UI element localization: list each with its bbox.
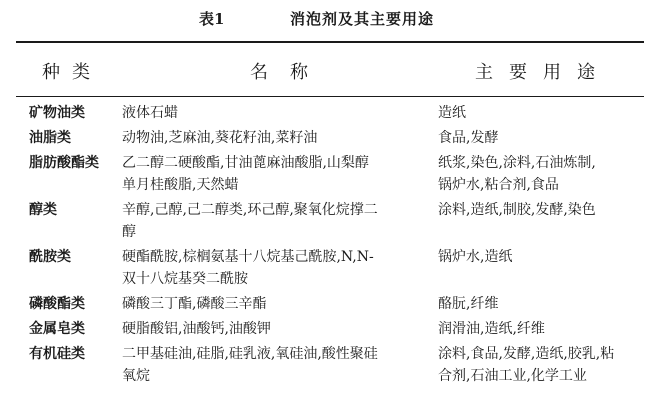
- cell-kind-line: 酰胺类: [29, 249, 71, 265]
- cell-name-line: 辛醇,己醇,己二醇类,环己醇,聚氧化烷撑二: [122, 202, 378, 218]
- cell-name-line: 硬脂酸铝,油酸钙,油酸钾: [122, 321, 271, 337]
- cell-name: [122, 152, 432, 196]
- cell-name-line: 二甲基硅油,硅脂,硅乳液,氧硅油,酸性聚硅: [122, 346, 378, 362]
- cell-use-line: 造纸: [438, 105, 466, 121]
- cell-name: [122, 318, 432, 340]
- cell-use-line: 润滑油,造纸,纤维: [438, 321, 545, 337]
- header-kind: 种类: [42, 62, 102, 83]
- cell-kind-line: 磷酸酯类: [29, 296, 85, 312]
- cell-kind: [29, 246, 121, 268]
- header-use: 主要用途: [475, 62, 611, 83]
- cell-kind-line: 矿物油类: [29, 105, 85, 121]
- table-row: [0, 246, 668, 293]
- cell-use-line: 合剂,石油工业,化学工业: [438, 368, 587, 384]
- cell-use: [438, 293, 648, 315]
- cell-use-line: 纸浆,染色,涂料,石油炼制,: [438, 155, 596, 171]
- cell-kind: [29, 127, 121, 149]
- cell-name: [122, 293, 432, 315]
- cell-kind: [29, 102, 121, 124]
- table-row: [0, 343, 668, 390]
- cell-use: [438, 246, 648, 268]
- cell-name: [122, 246, 432, 290]
- cell-name-line: 单月桂酸脂,天然蜡: [122, 177, 239, 193]
- table-row: [0, 127, 668, 152]
- cell-use-line: 锅炉水,造纸: [438, 249, 513, 265]
- cell-name-line: 双十八烷基癸二酰胺: [122, 271, 248, 287]
- cell-use: [438, 152, 648, 196]
- table-row: [0, 152, 668, 199]
- cell-kind-line: 油脂类: [29, 130, 71, 146]
- header-name: 名称: [250, 62, 330, 83]
- cell-use: [438, 318, 648, 340]
- table-number: 表1: [199, 10, 225, 28]
- cell-use-line: 酪朊,纤维: [438, 296, 499, 312]
- table-caption: [0, 6, 668, 30]
- cell-kind-line: 金属皂类: [29, 321, 85, 337]
- cell-name-line: 乙二醇二硬酸酯,甘油蓖麻油酸脂,山梨醇: [122, 155, 369, 171]
- cell-kind: [29, 293, 121, 315]
- cell-kind: [29, 318, 121, 340]
- cell-name-line: 动物油,芝麻油,葵花籽油,菜籽油: [122, 130, 318, 146]
- table-row: [0, 293, 668, 318]
- top-rule: [16, 41, 644, 43]
- cell-use: [438, 127, 648, 149]
- table-row: [0, 199, 668, 246]
- table-title: 消泡剂及其主要用途: [290, 10, 435, 28]
- cell-use: [438, 199, 648, 221]
- cell-use-line: 涂料,造纸,制胶,发酵,染色: [438, 202, 596, 218]
- cell-name-line: 硬酯酰胺,棕榈氨基十八烷基己酰胺,N,N-: [122, 249, 374, 265]
- cell-name: [122, 199, 432, 243]
- cell-use-line: 食品,发酵: [438, 130, 499, 146]
- header-rule: [16, 96, 644, 97]
- cell-use: [438, 102, 648, 124]
- cell-name-line: 醇: [122, 224, 136, 240]
- cell-use-line: 涂料,食品,发酵,造纸,胶乳,粘: [438, 346, 615, 362]
- cell-name: [122, 343, 432, 387]
- cell-name: [122, 102, 432, 124]
- cell-kind-line: 脂肪酸酯类: [29, 155, 99, 171]
- table-body: [0, 102, 668, 390]
- cell-name: [122, 127, 432, 149]
- cell-name-line: 磷酸三丁酯,磷酸三辛酯: [122, 296, 267, 312]
- cell-name-line: 氧烷: [122, 368, 150, 384]
- table-row: [0, 102, 668, 127]
- cell-kind: [29, 343, 121, 365]
- cell-use: [438, 343, 648, 387]
- cell-use-line: 锅炉水,粘合剂,食品: [438, 177, 559, 193]
- cell-kind: [29, 152, 121, 174]
- table-header: [0, 58, 668, 86]
- cell-kind: [29, 199, 121, 221]
- table-row: [0, 318, 668, 343]
- cell-kind-line: 有机硅类: [29, 346, 85, 362]
- cell-name-line: 液体石蜡: [122, 105, 178, 121]
- cell-kind-line: 醇类: [29, 202, 57, 218]
